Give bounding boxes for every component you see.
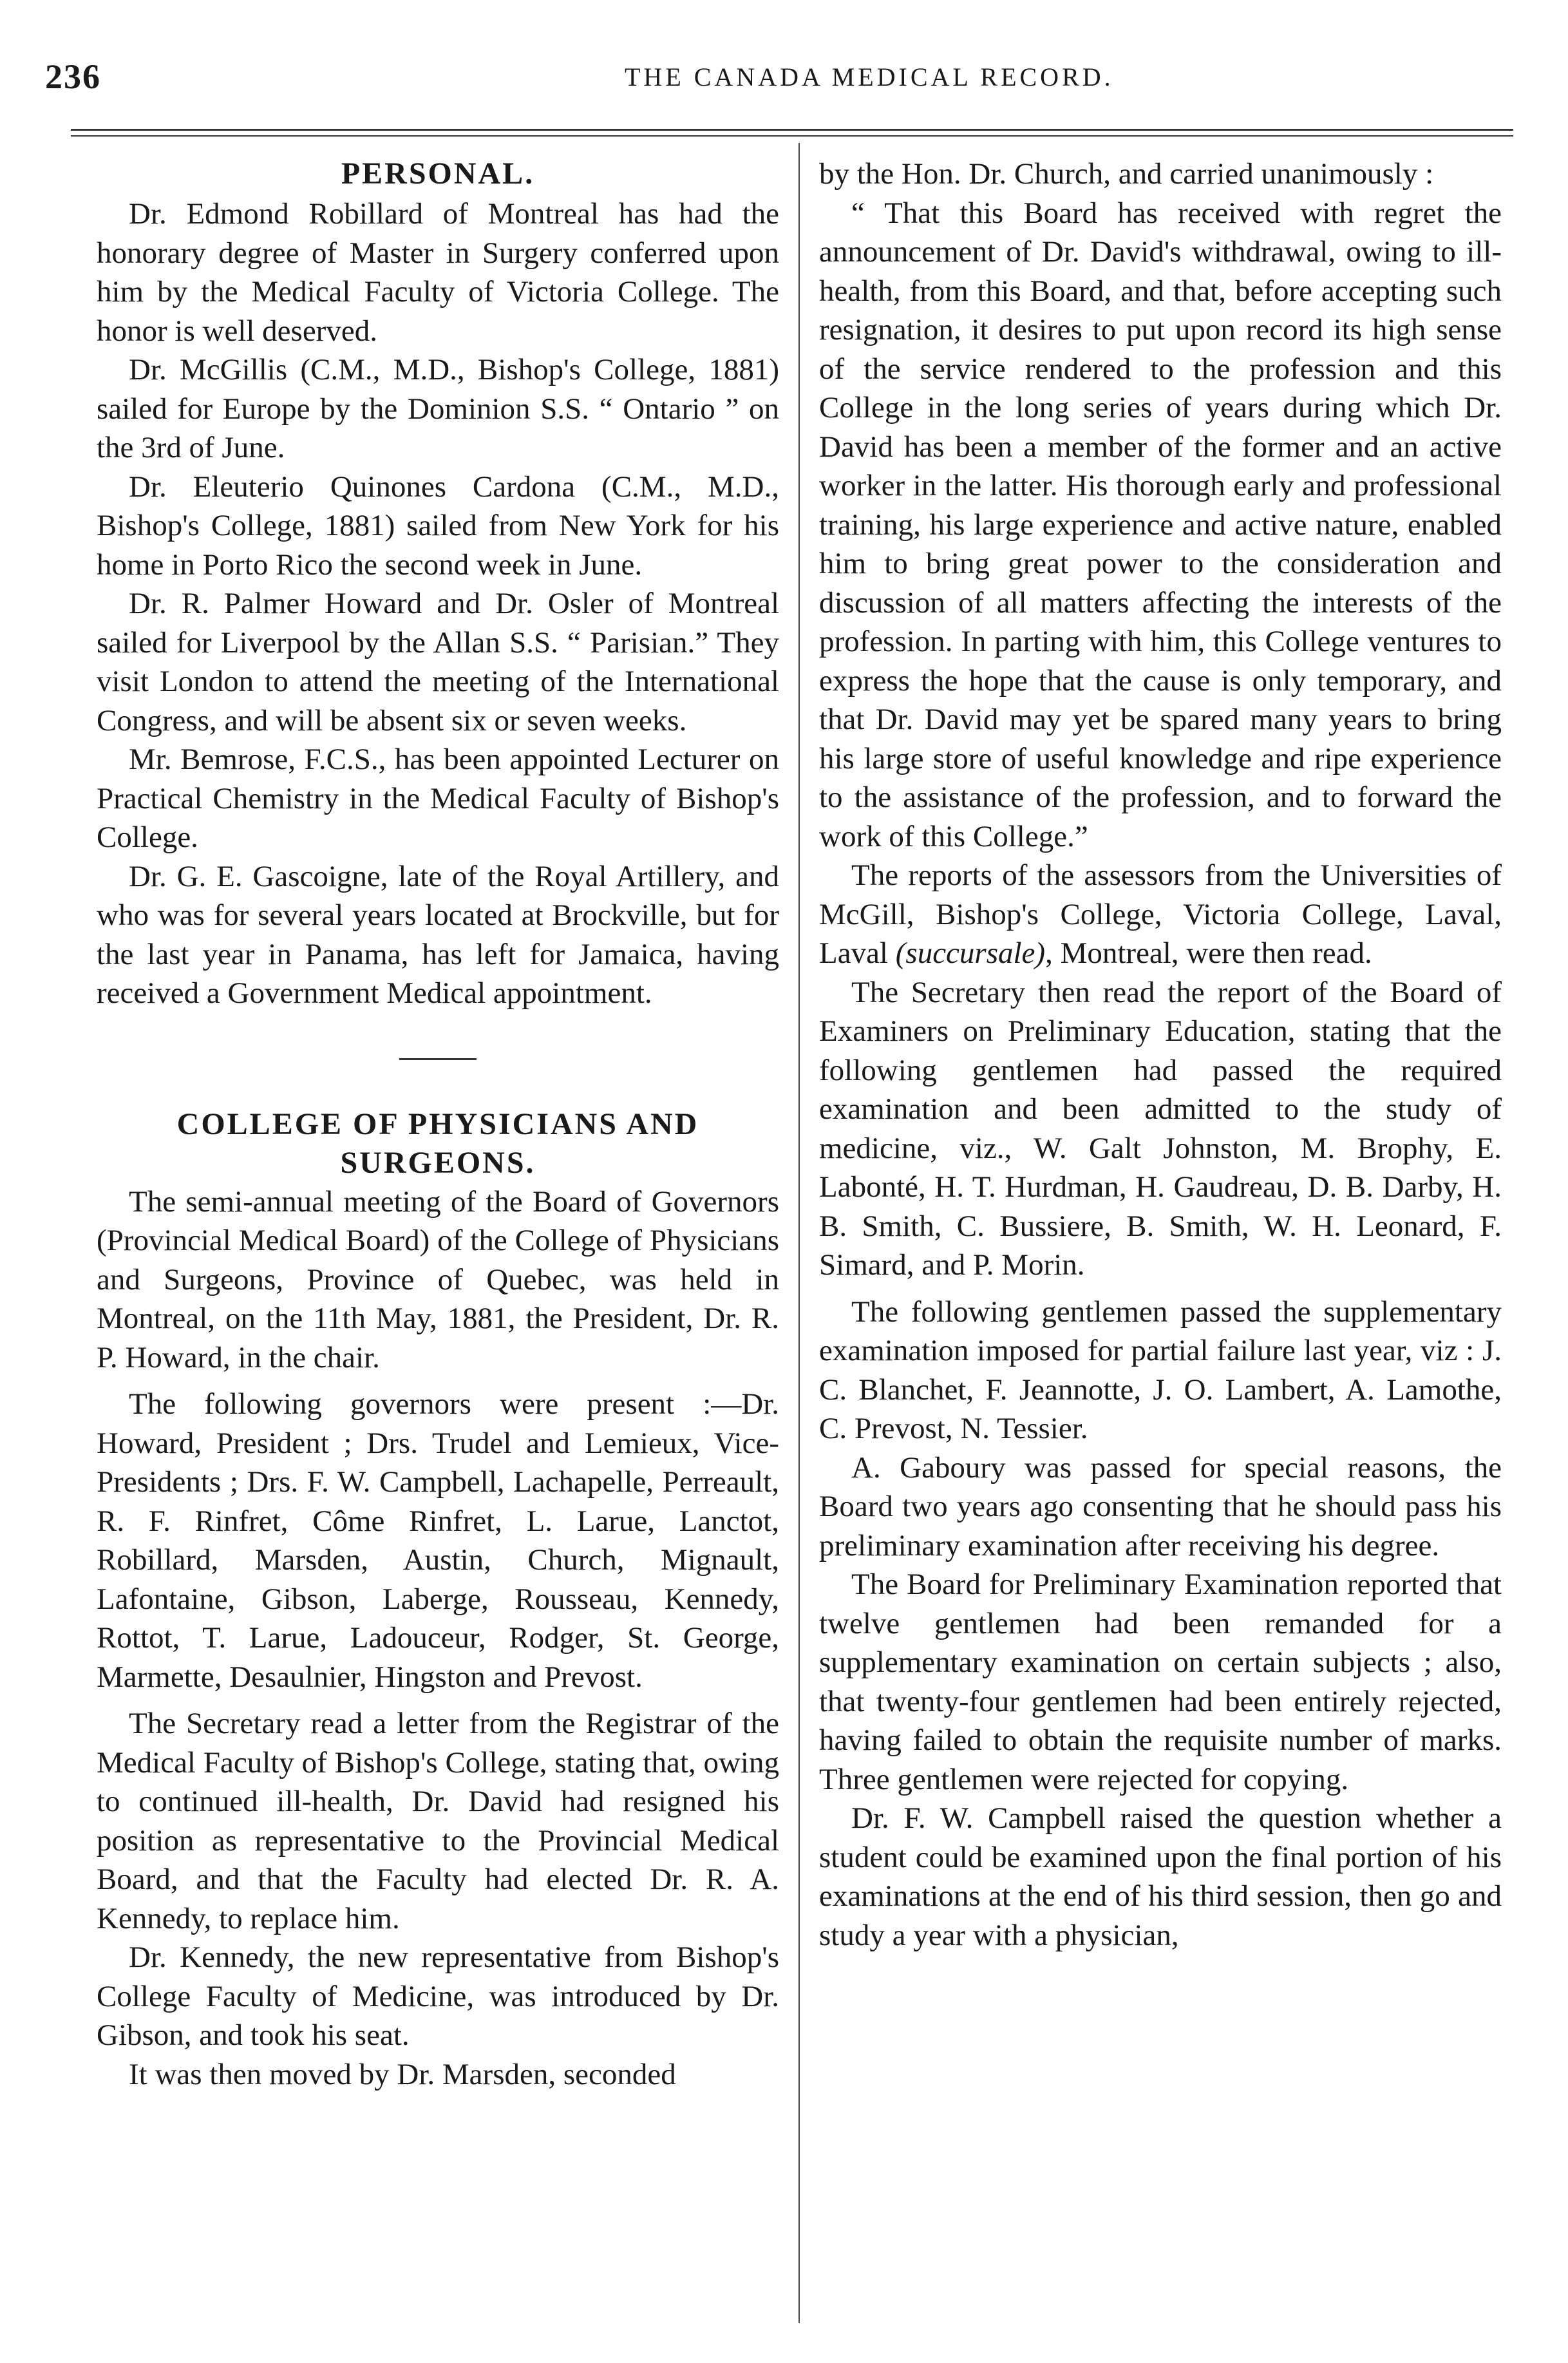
college-paragraph-secretary-letter: The Secretary read a letter from the Registrar of the Medical Faculty of Bishop's College, stating that, owing to continued ill-health, Dr. David had resigned his position as representative to the Provincial Medical Board, and that the Faculty had elected Dr. R. A. Kennedy, to replace him. — [97, 1707, 779, 1935]
personal-paragraph-robillard: Dr. Edmond Robillard of Montreal has had the honorary degree of Master in Surgery conferred upon him by the Medical Faculty of Victoria College. The honor is well deserved. — [97, 197, 779, 348]
remanded-paragraph: The Board for Preliminary Examination reported that twelve gentlemen had been remanded for a supplementary examination on certain subjects ; also, that twenty-four gentlemen had been entirely rejected, having failed to obtain the requisite number of marks. Three gentlemen were rejected for copying. — [819, 1568, 1502, 1796]
college-paragraph-motion: It was then moved by Dr. Marsden, seconded — [129, 2057, 676, 2091]
personal-paragraph-bemrose: Mr. Bemrose, F.C.S., has been appointed Lecturer on Practical Chemistry in the Medical Faculty of Bishop's College. — [97, 743, 779, 854]
left-column — [97, 155, 779, 2325]
header-rule-bottom — [71, 135, 1513, 137]
supplementary-examination: The following gentlemen passed the supplementary examination imposed for partial failure last year, viz : J. C. Blanchet, F. Jeannotte, J. O. Lambert, A. Lamothe, C. Prevost, N. Tessier. — [819, 1295, 1502, 1445]
succursale-italic: (succursale) — [895, 936, 1046, 970]
campbell-question: Dr. F. W. Campbell raised the question whether a student could be examined upon the final portion of his examinations at the end of his third session, then go and study a year with a physician, — [819, 1801, 1502, 1952]
college-paragraph-governors: The following governors were present :—Dr. Howard, President ; Drs. Trudel and Lemieux, Vice-Presidents ; Drs. F. W. Campbell, Lachapelle, Perreault, R. F. Rinfret, Côme Rinfret, L. Larue, Lanctot, Robillard, Marsden, Austin, Church, Mignault, Lafontaine, Gibson, Laberge, Rousseau, Kennedy, Rottot, T. Larue, Ladouceur, Rodger, St. George, Marmette, Desaulnier, Hingston and Prevost. — [97, 1387, 779, 1694]
assessors-text-before: The reports of the assessors from the Universities of McGill, Bishop's College, Victoria College, Laval, Laval — [819, 859, 1502, 970]
section-divider-rule — [399, 1058, 477, 1060]
college-paragraph-meeting: The semi-annual meeting of the Board of Governors (Provincial Medical Board) of the College of Physicians and Surgeons, Province of Quebec, was held in Montreal, on the 11th May, 1881, the President, Dr. R. P. Howard, in the chair. — [97, 1184, 779, 1374]
header-rule-top — [71, 129, 1513, 131]
assessors-text-after: , Montreal, were then read. — [1045, 936, 1372, 970]
personal-paragraph-gascoigne: Dr. G. E. Gascoigne, late of the Royal Artillery, and who was for several years located at Brockville, but for the last year in Panama, has left for Jamaica, having received a Government Medical appointment. — [97, 859, 779, 1010]
college-heading: COLLEGE OF PHYSICIANS AND SURGEONS. — [176, 1106, 699, 1180]
journal-title: THE CANADA MEDICAL RECORD. — [625, 62, 1114, 91]
assessors-reports — [819, 856, 1502, 973]
personal-paragraph-mcgillis: Dr. McGillis (C.M., M.D., Bishop's College, 1881) sailed for Europe by the Dominion S.S. “ Ontario ” on the 3rd of June. — [97, 353, 779, 464]
personal-paragraph-cardona: Dr. Eleuterio Quinones Cardona (C.M., M.D., Bishop's College, 1881) sailed from New York for his home in Porto Rico the second week in June. — [97, 470, 779, 582]
gaboury-paragraph: A. Gaboury was passed for special reasons, the Board two years ago consenting that he should pass his preliminary examination after receiving his degree. — [819, 1450, 1502, 1562]
right-column — [819, 155, 1502, 2325]
resolution-intro: by the Hon. Dr. Church, and carried unanimously : — [819, 157, 1434, 191]
preliminary-education-report: The Secretary then read the report of the Board of Examiners on Preliminary Education, stating that the following gentlemen had passed the required examination and been admitted to the study of medicine, viz., W. Galt Johnston, M. Brophy, E. Labonté, H. T. Hurdman, H. Gaudreau, D. B. Darby, H. B. Smith, C. Bussiere, B. Smith, W. H. Leonard, F. Simard, and P. Morin. — [819, 975, 1502, 1282]
resolution-text: “ That this Board has received with regret the announcement of Dr. David's withdrawal, owing to ill-health, from this Board, and that, before accepting such resignation, it desires to put upon record its high sense of the service rendered to the profession and this College in the long series of years during which Dr. David has been a member of the former and an active worker in the latter. His thorough early and professional training, his large experience and active nature, enabled him to bring great power to the consideration and discussion of all matters affecting the interests of the profession. In parting with him, this College ventures to express the hope that the cause is only temporary, and that Dr. David may yet be spared many years to bring his large store of useful knowledge and ripe experience to the assistance of the profession, and to forward the work of this College.” — [819, 196, 1502, 853]
personal-paragraph-howard-osler: Dr. R. Palmer Howard and Dr. Osler of Montreal sailed for Liverpool by the Allan S.S. “ Parisian.” They visit London to attend the meeting of the International Congress, and will be absent six or seven weeks. — [97, 587, 779, 737]
column-divider — [798, 143, 800, 2323]
personal-heading: PERSONAL. — [341, 157, 535, 191]
page-number: 236 — [45, 57, 101, 96]
college-paragraph-kennedy: Dr. Kennedy, the new representative from Bishop's College Faculty of Medicine, was introduced by Dr. Gibson, and took his seat. — [97, 1941, 779, 2052]
running-head — [45, 57, 1520, 102]
